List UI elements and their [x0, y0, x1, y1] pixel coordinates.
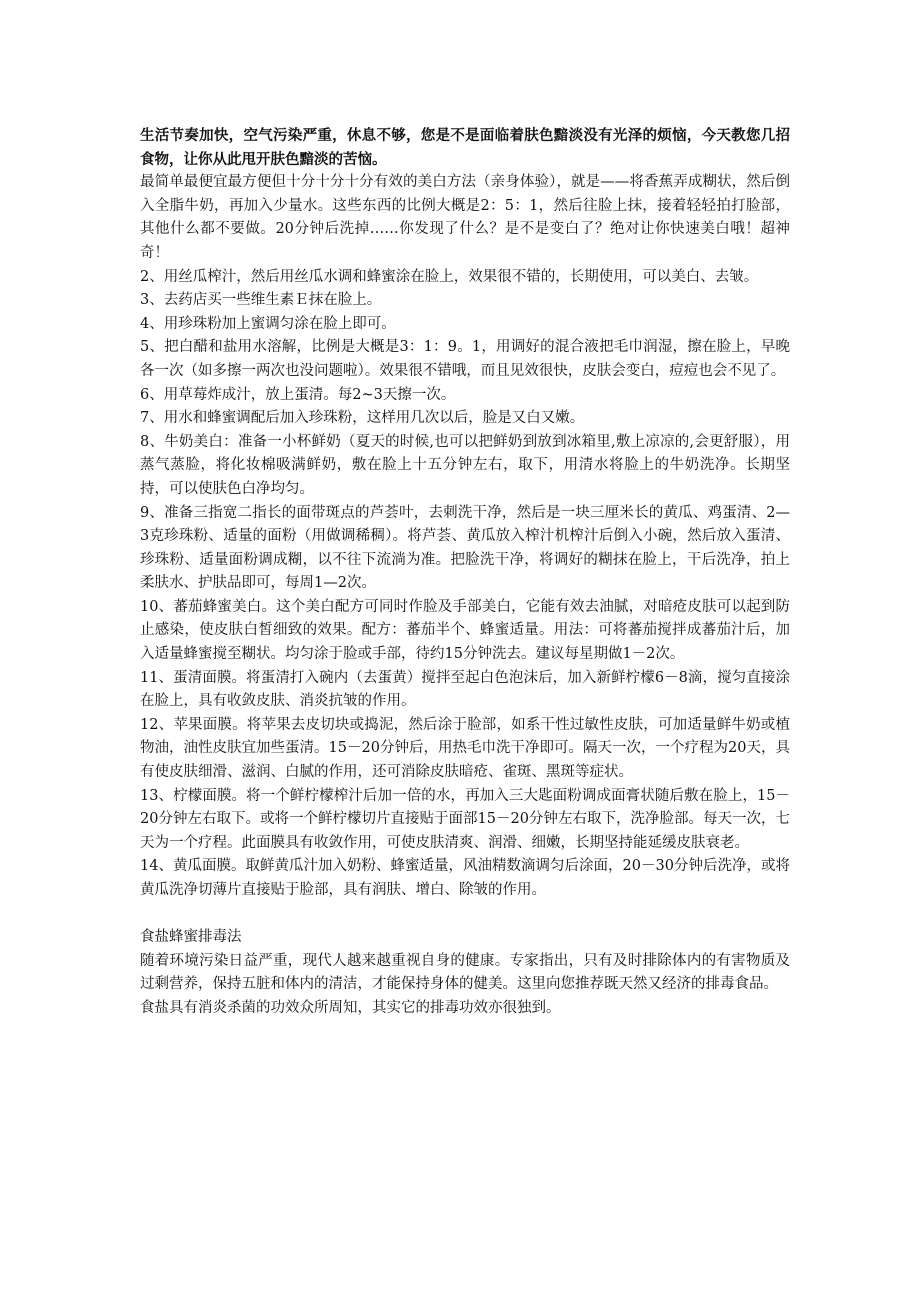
tip-paragraph-2: 2、用丝瓜榨汁，然后用丝瓜水调和蜂蜜涂在脸上，效果很不错的，长期使用，可以美白、去皱。 — [140, 268, 759, 285]
tip-paragraph-8: 8、牛奶美白：准备一小杯鲜奶（夏天的时候,也可以把鲜奶到放到冰箱里,敷上凉凉的,会更舒服），用蒸气蒸脸，将化妆棉吸满鲜奶，敷在脸上十五分钟左右，取下，用清水将脸上的牛奶洗净。长期坚持，可以使肤色白净均匀。 — [140, 433, 790, 497]
tip-paragraph-7: 7、用水和蜂蜜调配后加入珍珠粉，这样用几次以后，脸是又白又嫩。 — [140, 410, 585, 427]
tip-paragraph-13: 13、柠檬面膜。将一个鲜柠檬榨汁后加一倍的水，再加入三大匙面粉调成面膏状随后敷在脸上，15－20分钟左右取下。或将一个鲜柠檬切片直接贴于面部15－20分钟左右取下，洗净脸部。每天一次，七天为一个疗程。此面膜具有收敛作用，可使皮肤清爽、润滑、细嫩，长期坚持能延缓皮肤衰老。 — [140, 787, 790, 851]
tip-paragraph-12: 12、苹果面膜。将苹果去皮切块或捣泥，然后涂于脸部，如系干性过敏性皮肤，可加适量鲜牛奶或植物油，油性皮肤宜加些蛋清。15－20分钟后，用热毛巾洗干净即可。隔天一次，一个疗程为20天，具有使皮肤细滑、滋润、白腻的作用，还可消除皮肤暗疮、雀斑、黑斑等症状。 — [140, 716, 790, 781]
tip-paragraph-9: 9、准备三指宽二指长的面带斑点的芦荟叶，去刺洗干净，然后是一块三厘米长的黄瓜、鸡蛋清、2—3克珍珠粉、适量的面粉（用做调稀稠）。将芦荟、黄瓜放入榨汁机榨汁后倒入小碗，然后放入蛋清、珍珠粉、适量面粉调成糊，以不往下流淌为准。把脸洗干净，将调好的糊抹在脸上，干后洗净，拍上柔肤水、护肤品即可，每周1—2次。 — [140, 504, 790, 592]
section-spacer — [140, 903, 790, 927]
section-heading: 食盐蜂蜜排毒法 — [140, 929, 242, 946]
tip-paragraph-14: 14、黄瓜面膜。取鲜黄瓜汁加入奶粉、蜂蜜适量，风油精数滴调匀后涂面，20－30分钟后洗净，或将黄瓜洗净切薄片直接贴于脸部，具有润肤、增白、除皱的作用。 — [140, 858, 790, 898]
intro-paragraph: 生活节奏加快，空气污染严重，休息不够，您是不是面临着肤色黯淡没有光泽的烦恼，今天教您几招食物，让你从此甩开肤色黯淡的苦恼。 — [140, 127, 790, 168]
tip-paragraph-3: 3、去药店买一些维生素Ｅ抹在脸上。 — [140, 292, 382, 309]
tip-paragraph-11: 11、蛋清面膜。将蛋清打入碗内（去蛋黄）搅拌至起白色泡沫后，加入新鲜柠檬6－8滴，搅匀直接涂在脸上，具有收敛皮肤、消炎抗皱的作用。 — [140, 669, 790, 710]
tip-paragraph-10: 10、蕃茄蜂蜜美白。这个美白配方可同时作脸及手部美白，它能有效去油腻，对暗疮皮肤可以起到防止感染，使皮肤白皙细致的效果。配方：蕃茄半个、蜂蜜适量。用法：可将蕃茄搅拌成蕃茄汁后，加入适量蜂蜜搅至糊状。均匀涂于脸或手部，待约15分钟洗去。建议每星期做1－2次。 — [140, 598, 790, 663]
tip-paragraph-6: 6、用草莓炸成汁，放上蛋清。每2~3天擦一次。 — [140, 386, 456, 403]
tip-paragraph-1: 最简单最便宜最方便但十分十分十分有效的美白方法（亲身体验），就是——将香蕉弄成糊状，然后倒入全脂牛奶，再加入少量水。这些东西的比例大概是2：5：1，然后往脸上抹，接着轻轻拍打脸部，其他什么都不要做。20分钟后洗掉……你发现了什么？是不是变白了？绝对让你快速美白哦！超神奇！ — [140, 174, 790, 261]
section-paragraph-2: 食盐具有消炎杀菌的功效众所周知，其实它的排毒功效亦很独到。 — [140, 999, 561, 1016]
tip-paragraph-5: 5、把白醋和盐用水溶解，比例是大概是3：1：9。1，用调好的混合液把毛巾润湿，擦在脸上，早晚各一次（如多擦一两次也没问题啦）。效果很不错哦，而且见效很快，皮肤会变白，痘痘也会不见了。 — [140, 339, 790, 379]
tip-paragraph-4: 4、用珍珠粉加上蜜调匀涂在脸上即可。 — [140, 315, 396, 332]
section-paragraph-1: 随着环境污染日益严重，现代人越来越重视自身的健康。专家指出，只有及时排除体内的有害物质及过剩营养，保持五脏和体内的清洁，才能保持身体的健美。这里向您推荐既天然又经济的排毒食品。 — [140, 952, 790, 993]
document-body — [140, 124, 790, 1021]
